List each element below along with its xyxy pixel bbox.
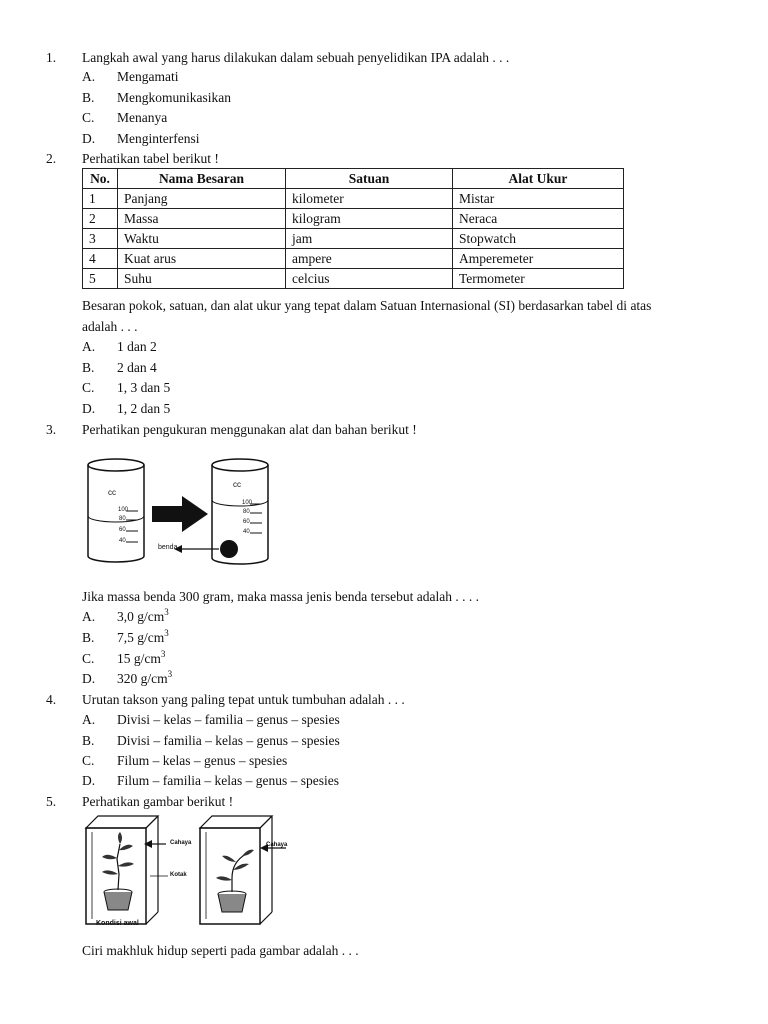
plant-box-final (200, 816, 286, 924)
q3-option-d (117, 671, 172, 687)
q3-option-b (117, 630, 169, 646)
q2-option-c-text: 1, 3 dan 5 (117, 380, 171, 395)
q3-option-c-letter: C. (82, 651, 95, 666)
table-header-instrument: Alat Ukur (453, 169, 624, 189)
table-cell-unit: celcius (286, 269, 453, 289)
q1-option-c-letter: C. (82, 110, 95, 125)
q2-option-a-text: 1 dan 2 (117, 339, 157, 354)
q2-text: Perhatikan tabel berikut ! (82, 151, 219, 166)
table-row (83, 189, 624, 209)
q3-option-b-text: 7,5 g/cm (117, 630, 165, 645)
q4-option-a-text: Divisi – kelas – familia – genus – spesies (117, 712, 340, 727)
q2-option-a-letter: A. (82, 339, 96, 354)
q2-option-d-text: 1, 2 dan 5 (117, 401, 171, 416)
q3-number: 3. (46, 422, 57, 437)
light-arrow-left-icon (144, 840, 152, 848)
table-row (83, 229, 624, 249)
table-cell-unit: kilometer (286, 189, 453, 209)
table-cell-quantity: Kuat arus (118, 249, 286, 269)
box-label: Kotak (170, 872, 187, 878)
beaker-figure (82, 452, 282, 574)
q4-text: Urutan takson yang paling tepat untuk tumbuhan adalah . . . (82, 692, 405, 707)
q3-option-a-letter: A. (82, 609, 96, 624)
table-row (83, 249, 624, 269)
q3-option-a-sup: 3 (164, 607, 169, 617)
beaker-right-unit: cc (233, 480, 241, 489)
q1-option-b-text: Mengkomunikasikan (117, 90, 231, 105)
object-ball (220, 540, 238, 558)
q3-option-c (117, 651, 165, 667)
table-cell-no: 4 (83, 249, 118, 269)
q3-option-a (117, 609, 169, 625)
q1-option-a-letter: A. (82, 69, 96, 84)
q4-number: 4. (46, 692, 57, 707)
q4-option-c-letter: C. (82, 753, 95, 768)
light-label-right: Cahaya (266, 842, 288, 848)
table-cell-quantity: Suhu (118, 269, 286, 289)
table-cell-quantity: Massa (118, 209, 286, 229)
q1-option-c-text: Menanya (117, 110, 168, 125)
q1-option-d-text: Menginterfensi (117, 131, 200, 146)
table-cell-quantity: Panjang (118, 189, 286, 209)
q3-option-b-letter: B. (82, 630, 95, 645)
q2-option-c-letter: C. (82, 380, 95, 395)
q5-number: 5. (46, 794, 57, 809)
table-row (83, 269, 624, 289)
table-cell-no: 3 (83, 229, 118, 249)
beaker-left-tick-60: 60 (119, 527, 126, 533)
q1-option-d-letter: D. (82, 131, 96, 146)
beaker-right-tick-60: 60 (243, 519, 250, 525)
table-cell-no: 5 (83, 269, 118, 289)
quantities-table (82, 168, 624, 289)
table-header-no: No. (83, 169, 118, 189)
q1-number: 1. (46, 50, 57, 65)
beaker-left-tick-80: 80 (119, 516, 126, 522)
q3-text: Perhatikan pengukuran menggunakan alat dan bahan berikut ! (82, 422, 417, 437)
q1-text: Langkah awal yang harus dilakukan dalam sebuah penyelidikan IPA adalah . . . (82, 50, 510, 65)
initial-condition-label: Kondisi awal (96, 920, 139, 927)
q2-number: 2. (46, 151, 57, 166)
beaker-right-tick-40: 40 (243, 529, 250, 535)
table-cell-unit: jam (286, 229, 453, 249)
table-header-quantity: Nama Besaran (118, 169, 286, 189)
q3-option-c-sup: 3 (160, 649, 166, 659)
plant-diagram (82, 814, 292, 934)
table-cell-unit: ampere (286, 249, 453, 269)
beaker-left-unit: cc (108, 488, 116, 497)
table-cell-no: 1 (83, 189, 118, 209)
table-header-row (83, 169, 624, 189)
q3-option-d-letter: D. (82, 671, 96, 686)
q2-prompt-line1: Besaran pokok, satuan, dan alat ukur yang tepat dalam Satuan Internasional (SI) berdasarkan tabel di atas (82, 298, 652, 313)
q1-option-a-text: Mengamati (117, 69, 179, 84)
q4-option-a-letter: A. (82, 712, 96, 727)
q3-option-b-sup: 3 (164, 628, 169, 638)
q4-option-b-text: Divisi – familia – kelas – genus – spesies (117, 733, 340, 748)
q3-prompt: Jika massa benda 300 gram, maka massa jenis benda tersebut adalah . . . . (82, 589, 480, 604)
table-row (83, 209, 624, 229)
q3-option-a-text: 3,0 g/cm (117, 609, 165, 624)
q5-text: Perhatikan gambar berikut ! (82, 794, 234, 809)
beaker-left-tick-100: 100 (118, 507, 129, 513)
q1-option-b-letter: B. (82, 90, 95, 105)
table-cell-instrument: Mistar (453, 189, 624, 209)
light-label-left: Cahaya (170, 840, 192, 846)
table-cell-instrument: Neraca (453, 209, 624, 229)
table-cell-instrument: Amperemeter (453, 249, 624, 269)
q3-option-d-text: 320 g/cm (117, 671, 168, 686)
q2-option-b-letter: B. (82, 360, 95, 375)
plant-box-initial (86, 816, 168, 924)
beaker-diagram (82, 452, 282, 574)
table-cell-quantity: Waktu (118, 229, 286, 249)
q2-prompt-line2: adalah . . . (82, 319, 138, 334)
q5-prompt: Ciri makhluk hidup seperti pada gambar adalah . . . (82, 943, 359, 958)
beaker-right-tick-100: 100 (242, 500, 253, 506)
beaker-right-tick-80: 80 (243, 509, 250, 515)
table-header-unit: Satuan (286, 169, 453, 189)
q2-option-d-letter: D. (82, 401, 96, 416)
q4-option-d-letter: D. (82, 773, 96, 788)
q4-option-d-text: Filum – familia – kelas – genus – spesies (117, 773, 339, 788)
beaker-left-tick-40: 40 (119, 538, 126, 544)
table-cell-unit: kilogram (286, 209, 453, 229)
table-cell-no: 2 (83, 209, 118, 229)
table-cell-instrument: Termometer (453, 269, 624, 289)
object-label: benda (158, 544, 178, 551)
table-cell-instrument: Stopwatch (453, 229, 624, 249)
q4-option-c-text: Filum – kelas – genus – spesies (117, 753, 288, 768)
q3-option-c-text: 15 g/cm (117, 651, 161, 666)
q2-option-b-text: 2 dan 4 (117, 360, 157, 375)
beaker-before (88, 459, 144, 562)
right-arrow-icon (152, 496, 208, 532)
q4-option-b-letter: B. (82, 733, 95, 748)
plant-figure (82, 814, 292, 934)
q3-option-d-sup: 3 (167, 669, 173, 679)
